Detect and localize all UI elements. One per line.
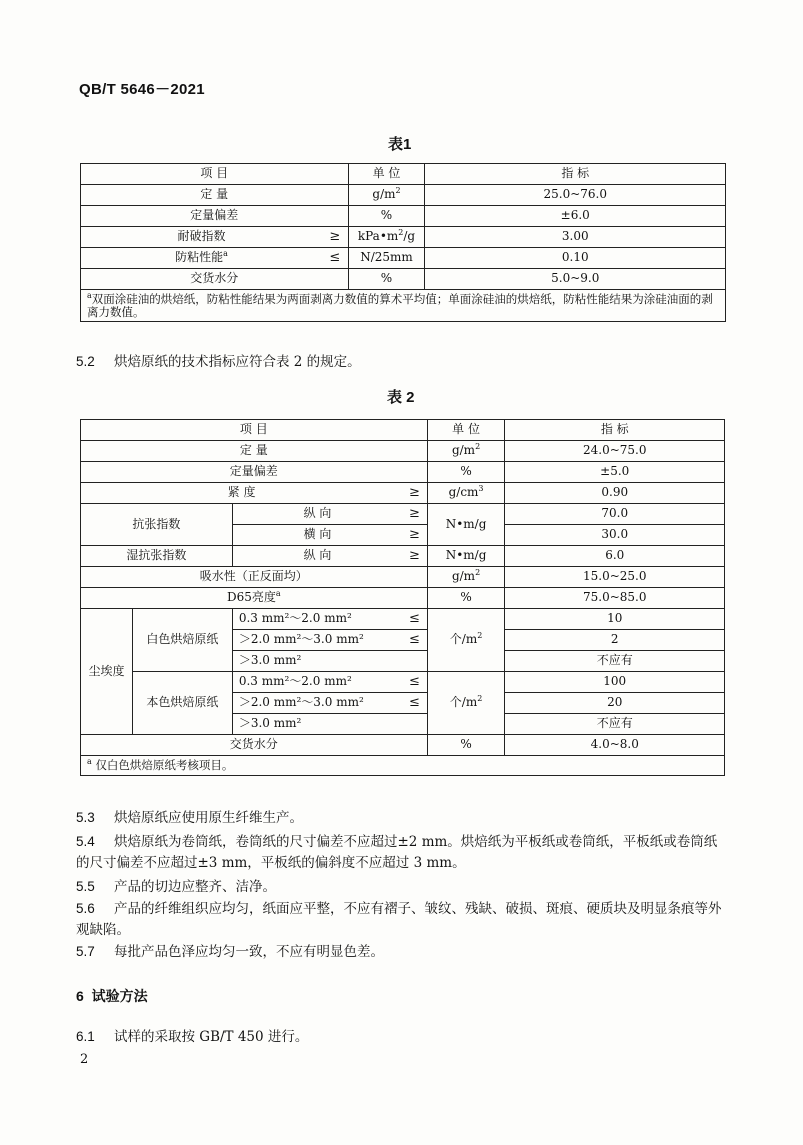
table1-value: 5.0~9.0 xyxy=(425,269,726,290)
table-row xyxy=(81,483,725,504)
table1-col-index: 指 标 xyxy=(425,164,726,185)
table1-unit: % xyxy=(348,206,425,227)
table2-value: 70.0 xyxy=(505,504,725,525)
paragraph-5-7: 5.7 每批产品色泽应均匀一致，不应有明显色差。 xyxy=(76,944,384,960)
table1-symbol: ≤ xyxy=(322,248,348,269)
table-row xyxy=(81,248,726,269)
table2-value: 不应有 xyxy=(505,651,725,672)
table1-unit: N/25mm xyxy=(348,248,425,269)
table1-col-item: 项 目 xyxy=(81,164,349,185)
table1-unit: % xyxy=(348,269,425,290)
table2-unit: N•m/g xyxy=(427,504,505,546)
table2-value: 100 xyxy=(505,672,725,693)
table-row xyxy=(81,269,726,290)
table1-value: 3.00 xyxy=(425,227,726,248)
table-row xyxy=(81,588,725,609)
table2-item: 交货水分 xyxy=(81,735,428,756)
table2-col-item: 项 目 xyxy=(81,420,428,441)
table2-subitem: 纵 向 xyxy=(232,504,402,525)
table2-symbol: ≥ xyxy=(402,546,427,567)
table2-value: 30.0 xyxy=(505,525,725,546)
table1-footnote: $^a$双面涂硅油的烘焙纸，防粘性能结果为两面剥离力数值的算术平均值；单面涂硅油的烘焙纸，防粘性能结果为涂硅油面的剥离力数值。 xyxy=(81,290,726,322)
standard-number: QB/T 5646－2021 xyxy=(79,81,205,98)
table2-symbol: ≤ xyxy=(402,672,427,693)
table-row xyxy=(81,504,725,525)
table-row xyxy=(81,546,725,567)
table2-col-unit: 单 位 xyxy=(427,420,505,441)
table2-col-index: 指 标 xyxy=(505,420,725,441)
dirt-range: ＞2.0 mm²～3.0 mm² xyxy=(232,630,402,651)
table2-footnote: $^a$ 仅白色烘焙原纸考核项目。 xyxy=(81,756,725,776)
table2-item: 吸水性（正反面均） xyxy=(81,567,428,588)
table2-symbol: ≥ xyxy=(402,483,427,504)
dirt-range: 0.3 mm²～2.0 mm² xyxy=(232,672,402,693)
table-row xyxy=(81,567,725,588)
paragraph-5-4: 5.4 烘焙原纸为卷筒纸，卷筒纸的尺寸偏差不应超过±2 mm。烘焙纸为平板纸或卷筒纸，平板纸或卷筒纸的尺寸偏差不应超过±3 mm，平板纸的偏斜度不应超过 3 mm。 xyxy=(76,834,718,871)
table1-item: 定量偏差 xyxy=(81,206,349,227)
table2-value: 15.0~25.0 xyxy=(505,567,725,588)
table1-unit: $g/m^2$ xyxy=(348,185,425,206)
table1-item: 防粘性能$^a$ xyxy=(81,248,323,269)
table1-footnote-row xyxy=(81,290,726,322)
table2-item: 湿抗张指数 xyxy=(81,546,233,567)
table-row xyxy=(81,227,726,248)
table2-header-row xyxy=(81,420,725,441)
table2-value: 4.0~8.0 xyxy=(505,735,725,756)
table1-header-row xyxy=(81,164,726,185)
table2-symbol: ≥ xyxy=(402,525,427,546)
table2-item: 定 量 xyxy=(81,441,428,462)
table2-value: 10 xyxy=(505,609,725,630)
table2-symbol xyxy=(402,651,427,672)
table2-value: 24.0~75.0 xyxy=(505,441,725,462)
table1-value: 0.10 xyxy=(425,248,726,269)
table1-value: ±6.0 xyxy=(425,206,726,227)
table2-unit: $g/m^2$ xyxy=(427,567,505,588)
table1-item: 交货水分 xyxy=(81,269,349,290)
table2-symbol: ≥ xyxy=(402,504,427,525)
table2-unit: 个$/m^2$ xyxy=(427,609,505,672)
table2-value: 20 xyxy=(505,693,725,714)
table2-symbol: ≤ xyxy=(402,693,427,714)
table2-value: ±5.0 xyxy=(505,462,725,483)
table2-item: 尘埃度 xyxy=(81,609,133,735)
table2-symbol xyxy=(402,714,427,735)
table2-subitem: 纵 向 xyxy=(232,546,402,567)
table2-unit: $g/m^2$ xyxy=(427,441,505,462)
table-row xyxy=(81,735,725,756)
paragraph-5-3: 5.3 烘焙原纸应使用原生纤维生产。 xyxy=(76,810,303,826)
page-number: 2 xyxy=(80,1052,89,1067)
table-row xyxy=(81,609,725,630)
table-row xyxy=(81,206,726,227)
table2-unit: % xyxy=(427,462,505,483)
table-row xyxy=(81,441,725,462)
paragraph-5-5: 5.5 产品的切边应整齐、洁净。 xyxy=(76,879,276,895)
table2-symbol: ≤ xyxy=(402,630,427,651)
section-heading-6: 6 试验方法 xyxy=(76,988,148,1004)
table2-footnote-row xyxy=(81,756,725,776)
table2-unit: N•m/g xyxy=(427,546,505,567)
table1-unit: $kPa•m^2/g$ xyxy=(348,227,425,248)
dirt-range: ＞3.0 mm² xyxy=(232,651,402,672)
dirt-range: ＞3.0 mm² xyxy=(232,714,402,735)
table2-unit: % xyxy=(427,735,505,756)
paragraph-5-6: 5.6 产品的纤维组织应均匀，纸面应平整，不应有褶子、皱纹、残缺、破损、斑痕、硬质块及明显条痕等外观缺陷。 xyxy=(76,901,722,938)
table2-value: 不应有 xyxy=(505,714,725,735)
table2-value: 75.0~85.0 xyxy=(505,588,725,609)
table2-value: 6.0 xyxy=(505,546,725,567)
table2-unit: 个$/m^2$ xyxy=(427,672,505,735)
table1-item: 耐破指数 xyxy=(81,227,323,248)
table2-unit: $g/cm^3$ xyxy=(427,483,505,504)
table1 xyxy=(80,163,726,322)
table2-item: 抗张指数 xyxy=(81,504,233,546)
table-row xyxy=(81,462,725,483)
table2-value: 2 xyxy=(505,630,725,651)
dirt-range: 0.3 mm²～2.0 mm² xyxy=(232,609,402,630)
table2-subitem: 白色烘焙原纸 xyxy=(132,609,232,672)
table1-value: 25.0~76.0 xyxy=(425,185,726,206)
table2-symbol: ≤ xyxy=(402,609,427,630)
table-row xyxy=(81,185,726,206)
table1-item: 定 量 xyxy=(81,185,349,206)
table2-value: 0.90 xyxy=(505,483,725,504)
table1-symbol: ≥ xyxy=(322,227,348,248)
table2-item: 紧 度 xyxy=(81,483,403,504)
table2 xyxy=(80,419,725,776)
table2-caption: 表 2 xyxy=(387,389,415,406)
dirt-range: ＞2.0 mm²～3.0 mm² xyxy=(232,693,402,714)
table2-item: 定量偏差 xyxy=(81,462,428,483)
table2-subitem: 本色烘焙原纸 xyxy=(132,672,232,735)
table2-unit: % xyxy=(427,588,505,609)
table-row xyxy=(81,672,725,693)
paragraph-5-2: 5.2 烘焙原纸的技术指标应符合表 2 的规定。 xyxy=(76,354,361,370)
table2-item: D65亮度$^a$ xyxy=(81,588,428,609)
table2-subitem: 横 向 xyxy=(232,525,402,546)
table1-caption: 表1 xyxy=(388,136,412,153)
table1-col-unit: 单 位 xyxy=(348,164,425,185)
paragraph-6-1: 6.1 试样的采取按 GB/T 450 进行。 xyxy=(76,1029,309,1045)
